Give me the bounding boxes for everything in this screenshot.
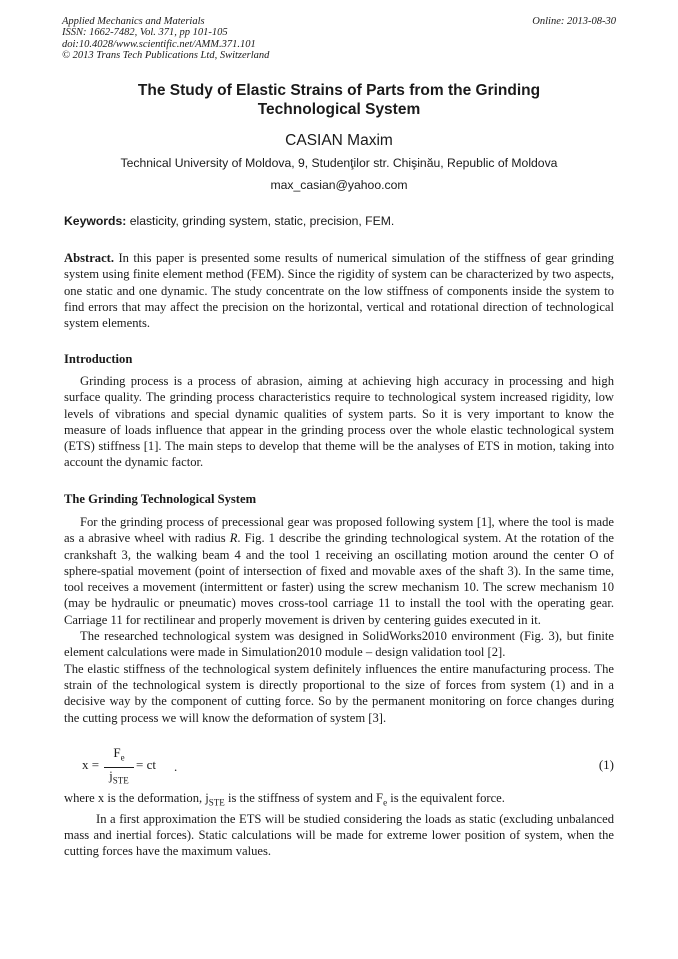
doi-line: doi:10.4028/www.scientific.net/AMM.371.101 [62, 38, 256, 50]
static-approx-paragraph: In a first approximation the ETS will be studied considering the loads as static (excluding unbalanced mass and inertial forces). Static calculations will be made for extreme lower position of system, when the cutting forces have the maximum values. [64, 811, 614, 859]
issn-line: ISSN: 1662-7482, Vol. 371, pp 101-105 [62, 27, 228, 39]
equation-1 [82, 745, 614, 785]
numerator-base: F [113, 745, 121, 760]
gts-section [64, 514, 614, 726]
force-symbol: F [376, 791, 384, 805]
gts-p1-text-b: . Fig. 1 describe the grinding technological system. At the rotation of the crankshaft 3, the walking beam 4 and the tool 1 receiving an oscillating motion around the center O of sphere-spatial movement (point of intersection of fixed and movable axes of the shaft 3). In the same time, tool receives a movement (intermittent or faster) using the screw mechanism 10. The screw mechanism 10 (may be hydraulic or pneumatic) moves cross-tool carriage 11 to install the tool with the operating gear. Carriage 11 for rectilinear and properly movement is driven by centering guides executed in it. [64, 531, 615, 627]
paper-title: The Study of Elastic Strains of Parts from the Grinding Technological System [137, 82, 541, 118]
journal-header [62, 16, 269, 62]
gts-heading: The Grinding Technological System [64, 492, 257, 506]
equation-rhs: = ct [136, 757, 156, 772]
introduction-paragraph: Grinding process is a process of abrasion, aiming at achieving high accuracy in processing and high surface quality. The grinding process characteristics require to technological system increased rigidity, low levels of vibrations and special dynamic qualities of system parts. So it is very important to know the measure of loads influence that appear in the grinding process over the whole elastic technological system (ETS) stiffness [1]. The main steps to develop that theme will be the analyses of ETS in motion, taking into account the dynamic factor. [64, 374, 614, 470]
journal-name: Applied Mechanics and Materials [62, 16, 205, 27]
equation-numerator [104, 745, 134, 766]
equation-denominator [104, 768, 134, 789]
stiffness-symbol: j [205, 791, 209, 805]
gts-paragraph-2: The researched technological system was designed in SolidWorks2010 environment (Fig. 3), but finite element calculations were made in Simulation2010 module – design validation tool [2]. [64, 629, 614, 660]
online-date: Online: 2013-08-30 [532, 16, 616, 27]
radius-symbol: R [229, 531, 238, 546]
gts-p1-text-a: For the grinding process of precessional gear was proposed following system [1], where the tool is made as a abrasive wheel with radius [64, 515, 614, 546]
abstract-label: Abstract. [64, 251, 115, 265]
where-clause [64, 790, 614, 811]
introduction-heading: Introduction [64, 352, 133, 366]
denominator-sub: STE [112, 775, 129, 786]
keywords-text: elasticity, grinding system, static, precision, FEM. [129, 214, 395, 228]
numerator-sub: e [120, 752, 125, 763]
equation-lhs: x = [82, 757, 100, 772]
equation-number: (1) [598, 757, 614, 772]
stiffness-sub: STE [208, 797, 225, 808]
post-equation-text [64, 790, 614, 860]
keywords-label: Keywords: [64, 214, 127, 228]
equation-fraction [104, 745, 134, 788]
keywords [64, 214, 614, 228]
author-name: CASIAN Maxim [285, 132, 393, 149]
affiliation: Technical University of Moldova, 9, Studenţilor str. Chişinău, Republic of Moldova [120, 156, 558, 170]
introduction-section [64, 373, 614, 471]
gts-paragraph-3: The elastic stiffness of the technological system definitely influences the entire manufacturing process. The strain of the technological system is directly proportional to the size of forces from system (1) and in a decisive way by the component of cutting force. So by the permanent monitoring on force changes during the cutting process we will know the deformation of system [3]. [64, 661, 614, 725]
equation-dot: . [174, 759, 178, 774]
abstract-text: In this paper is presented some results of numerical simulation of the stiffness of gear grinding system using finite element method (FEM). Since the rigidity of system can be characterized by two aspects, one static and one dynamic. The study concentrate on the low stiffness of components inside the system to find errors that may affect the precision on the horizontal, vertical and rotational direction of technological system elements. [64, 251, 614, 331]
force-sub: e [383, 797, 388, 808]
where-text-3: is the equivalent force. [387, 791, 505, 805]
copyright-line: © 2013 Trans Tech Publications Ltd, Switzerland [62, 50, 270, 62]
denominator-base: j [109, 767, 113, 783]
abstract [64, 250, 614, 331]
where-text-1: where x is the deformation, [64, 791, 206, 805]
where-text-2: is the stiffness of system and [224, 791, 377, 805]
gts-paragraph-1 [64, 514, 614, 628]
author-email: max_casian@yahoo.com [270, 178, 408, 192]
